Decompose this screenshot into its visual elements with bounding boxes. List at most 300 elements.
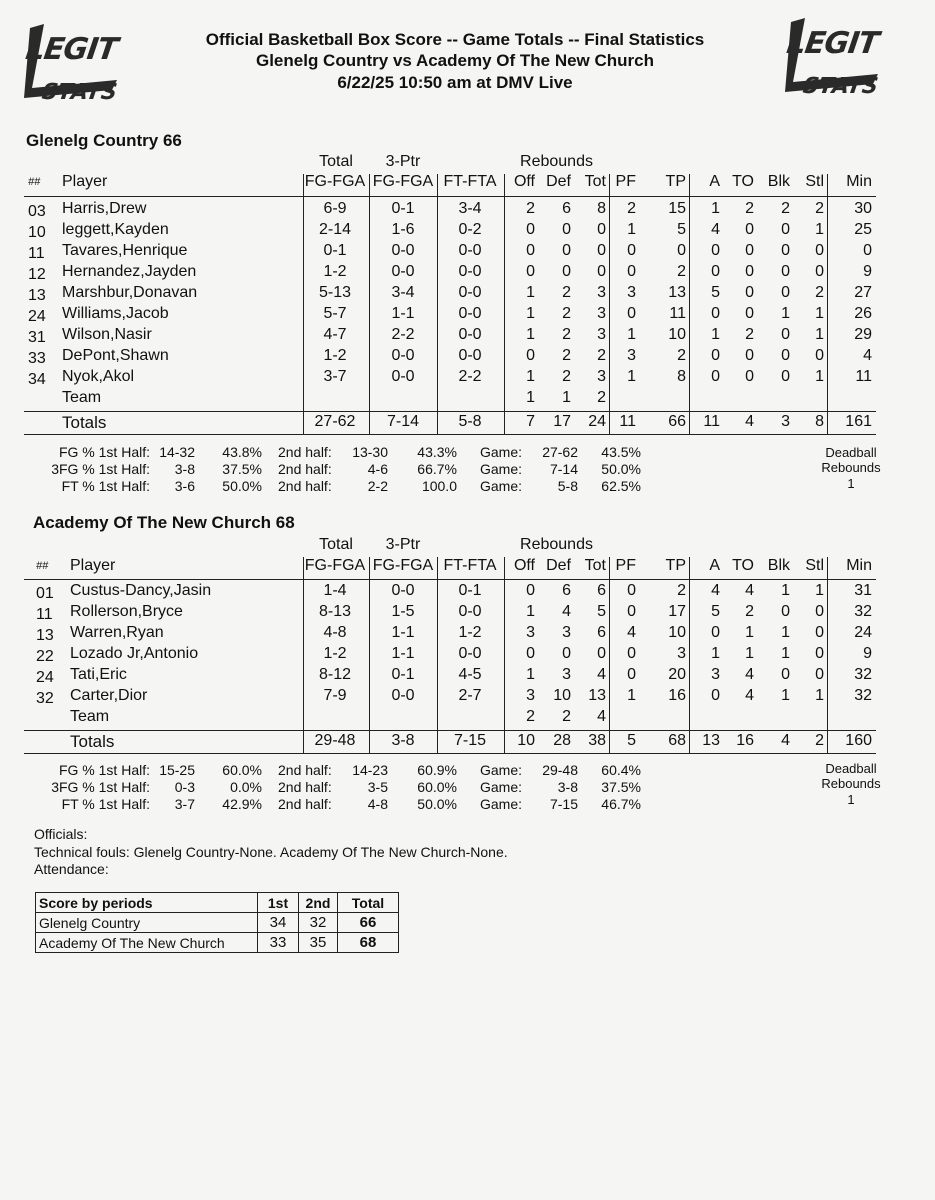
col-header-tp: TP <box>665 557 686 574</box>
stat-to: 0 <box>745 368 754 385</box>
column-divider <box>504 174 505 434</box>
stat-fg: 6-9 <box>323 200 347 217</box>
stat-blk: 1 <box>781 305 790 322</box>
stat-stl: 0 <box>815 645 824 662</box>
col-header-off: Off <box>513 557 535 574</box>
stat-ft: 2-2 <box>458 368 482 385</box>
player-name: Harris,Drew <box>62 200 147 217</box>
pct-h1p: 43.8% <box>222 444 262 460</box>
stat-tp: 13 <box>668 284 686 301</box>
col-group-rebounds: Rebounds <box>520 536 593 553</box>
player-number: 33 <box>28 350 46 367</box>
deadball-label-2: Rebounds <box>821 460 881 475</box>
column-divider <box>437 557 438 753</box>
stat-stl: 1 <box>815 582 824 599</box>
stat-tot: 4 <box>597 666 606 683</box>
player-number: 10 <box>28 224 46 241</box>
stat-def: 6 <box>562 200 571 217</box>
stat-off: 1 <box>526 666 535 683</box>
stat-min: 29 <box>854 326 872 343</box>
logo-text-top: LEGIT <box>23 32 120 67</box>
stat-pf: 0 <box>627 666 636 683</box>
stat-tot: 6 <box>597 582 606 599</box>
pct-gp: 50.0% <box>601 461 641 477</box>
stat-to: 2 <box>745 200 754 217</box>
score-header-label: Score by periods <box>36 893 258 913</box>
stat-stl: 0 <box>815 624 824 641</box>
stat-min: 30 <box>854 200 872 217</box>
pct-label: FG % 1st Half: <box>58 762 150 778</box>
stat-tot: 0 <box>597 221 606 238</box>
total-def: 17 <box>553 413 571 430</box>
stat-blk: 1 <box>781 582 790 599</box>
score-p2: 32 <box>299 913 338 933</box>
pct-g: 3-8 <box>557 779 578 795</box>
stat-def: 3 <box>562 624 571 641</box>
stat-to: 2 <box>745 603 754 620</box>
stat-tp: 8 <box>677 368 686 385</box>
pct-h2: 14-23 <box>352 762 388 778</box>
stat-blk: 0 <box>781 326 790 343</box>
team-title: Academy Of The New Church 68 <box>33 513 295 532</box>
column-divider <box>689 557 690 753</box>
stat-tot: 3 <box>597 284 606 301</box>
pct-label: FT % 1st Half: <box>61 796 150 812</box>
stat-blk: 0 <box>781 603 790 620</box>
stat-tp: 10 <box>668 326 686 343</box>
stat-min: 32 <box>854 603 872 620</box>
stat-a: 0 <box>711 368 720 385</box>
stat-min: 9 <box>863 645 872 662</box>
stat-a: 0 <box>711 305 720 322</box>
total-stl: 2 <box>815 732 824 749</box>
player-number: 13 <box>28 287 46 304</box>
stat-pf: 0 <box>627 582 636 599</box>
pct-g: 27-62 <box>542 444 578 460</box>
stat-tp: 16 <box>668 687 686 704</box>
stat-stl: 0 <box>815 347 824 364</box>
stat-off: 1 <box>526 389 535 406</box>
stat-blk: 0 <box>781 284 790 301</box>
stat-off: 0 <box>526 645 535 662</box>
stat-a: 1 <box>711 326 720 343</box>
col-group-total: Total <box>319 536 353 553</box>
stat-to: 4 <box>745 666 754 683</box>
stat-a: 3 <box>711 666 720 683</box>
pct-h2p: 66.7% <box>417 461 457 477</box>
player-number: 24 <box>28 308 46 325</box>
score-header-1st: 1st <box>258 893 299 913</box>
stat-tp3: 2-2 <box>391 326 415 343</box>
col-group-total: Total <box>319 153 353 170</box>
player-name: Tati,Eric <box>70 666 127 683</box>
stat-tot: 13 <box>588 687 606 704</box>
stat-ft: 2-7 <box>458 687 482 704</box>
stat-min: 31 <box>854 582 872 599</box>
score-total: 66 <box>338 913 399 933</box>
stat-tp: 3 <box>677 645 686 662</box>
pct-l2: 2nd half: <box>278 796 332 812</box>
col-header-player: Player <box>70 557 116 574</box>
pct-h1: 3-8 <box>174 461 195 477</box>
stat-tp: 10 <box>668 624 686 641</box>
total-tp: 66 <box>668 413 686 430</box>
stat-def: 2 <box>562 347 571 364</box>
bottom-rule <box>24 434 876 435</box>
col-header-blk: Blk <box>767 173 790 190</box>
stat-to: 4 <box>745 687 754 704</box>
pct-h1p: 50.0% <box>222 478 262 494</box>
stat-fg: 5-13 <box>318 284 352 301</box>
column-divider <box>369 174 370 434</box>
column-divider <box>369 557 370 753</box>
player-number: 31 <box>28 329 46 346</box>
stat-off: 2 <box>526 708 535 725</box>
stat-ft: 1-2 <box>458 624 482 641</box>
stat-a: 0 <box>711 242 720 259</box>
stat-pf: 2 <box>627 200 636 217</box>
pct-g: 7-15 <box>549 796 578 812</box>
pct-h1: 15-25 <box>159 762 195 778</box>
column-divider <box>689 174 690 434</box>
pct-h2: 4-8 <box>367 796 388 812</box>
col-header-to: TO <box>732 173 754 190</box>
stat-blk: 0 <box>781 368 790 385</box>
stat-tot: 3 <box>597 326 606 343</box>
stat-off: 3 <box>526 624 535 641</box>
logo-text-top: LEGIT <box>784 26 881 61</box>
stat-pf: 1 <box>627 221 636 238</box>
stat-pf: 1 <box>627 368 636 385</box>
col-header-a: A <box>709 557 720 574</box>
stat-a: 4 <box>711 582 720 599</box>
player-number: 24 <box>36 669 54 686</box>
stat-pf: 3 <box>627 347 636 364</box>
stat-fg: 4-8 <box>323 624 347 641</box>
stat-ft: 0-0 <box>458 603 482 620</box>
stat-pf: 0 <box>627 305 636 322</box>
col-header-to: TO <box>732 557 754 574</box>
stat-min: 27 <box>854 284 872 301</box>
total-tot: 24 <box>588 413 606 430</box>
column-divider <box>827 557 828 753</box>
totals-label: Totals <box>62 413 107 432</box>
stat-to: 2 <box>745 326 754 343</box>
stat-ft: 0-0 <box>458 263 482 280</box>
pct-label: 3FG % 1st Half: <box>51 779 150 795</box>
stat-fg: 8-13 <box>318 603 352 620</box>
pct-g: 5-8 <box>557 478 578 494</box>
stat-blk: 2 <box>781 200 790 217</box>
player-name: Rollerson,Bryce <box>70 603 183 620</box>
stat-min: 32 <box>854 666 872 683</box>
stat-tot: 4 <box>597 708 606 725</box>
stat-def: 2 <box>562 368 571 385</box>
stat-blk: 0 <box>781 263 790 280</box>
stat-tot: 0 <box>597 263 606 280</box>
player-number: 11 <box>28 245 45 262</box>
stat-ft: 0-0 <box>458 242 482 259</box>
column-divider <box>609 174 610 434</box>
score-row-glenelg <box>36 913 399 933</box>
pct-h2: 3-5 <box>367 779 388 795</box>
stat-tp3: 1-6 <box>391 221 415 238</box>
stat-ft: 0-0 <box>458 326 482 343</box>
col-group-rebounds: Rebounds <box>520 153 593 170</box>
stat-off: 0 <box>526 347 535 364</box>
stat-fg: 7-9 <box>323 687 347 704</box>
pct-h1p: 37.5% <box>222 461 262 477</box>
pct-h1: 0-3 <box>174 779 195 795</box>
stat-def: 0 <box>562 645 571 662</box>
stat-pf: 1 <box>627 326 636 343</box>
player-number: 01 <box>36 585 54 602</box>
totals-rule <box>24 730 876 731</box>
stat-off: 1 <box>526 326 535 343</box>
stat-stl: 0 <box>815 242 824 259</box>
player-name: Nyok,Akol <box>62 368 135 385</box>
col-header-ft: FT-FTA <box>443 173 497 190</box>
stat-ft: 0-1 <box>458 582 482 599</box>
player-number: 22 <box>36 648 54 665</box>
col-header-blk: Blk <box>767 557 790 574</box>
total-stl: 8 <box>815 413 824 430</box>
column-divider <box>609 557 610 753</box>
stat-stl: 1 <box>815 687 824 704</box>
pct-l2: 2nd half: <box>278 444 332 460</box>
logo-text-bottom: STATS <box>40 80 119 105</box>
player-number: 34 <box>28 371 46 388</box>
pct-h2: 4-6 <box>367 461 388 477</box>
column-divider <box>504 557 505 753</box>
pct-l2: 2nd half: <box>278 461 332 477</box>
total-pf: 5 <box>627 732 636 749</box>
score-header-total: Total <box>338 893 399 913</box>
stat-tp3: 0-0 <box>391 347 415 364</box>
stat-tp3: 0-0 <box>391 582 415 599</box>
pct-lg: Game: <box>480 444 523 460</box>
pct-h2p: 43.3% <box>417 444 457 460</box>
column-divider <box>303 557 304 753</box>
player-number: 11 <box>36 606 53 623</box>
pct-gp: 60.4% <box>601 762 641 778</box>
pct-gp: 62.5% <box>601 478 641 494</box>
player-number: 13 <box>36 627 54 644</box>
pct-l2: 2nd half: <box>278 478 332 494</box>
total-to: 4 <box>745 413 754 430</box>
stat-stl: 2 <box>815 284 824 301</box>
pct-lg: Game: <box>480 762 523 778</box>
stat-tot: 8 <box>597 200 606 217</box>
stat-def: 0 <box>562 221 571 238</box>
stat-fg: 1-2 <box>323 263 347 280</box>
score-team: Glenelg Country <box>36 913 258 933</box>
stat-stl: 1 <box>815 368 824 385</box>
total-fg: 29-48 <box>314 732 356 749</box>
score-row-academy <box>36 933 399 953</box>
stat-fg: 2-14 <box>318 221 352 238</box>
header-rule <box>24 579 876 580</box>
col-header-off: Off <box>513 173 535 190</box>
stat-tp3: 0-1 <box>391 666 415 683</box>
stat-def: 2 <box>562 708 571 725</box>
col-header-tot: Tot <box>584 557 606 574</box>
player-name: Custus-Dancy,Jasin <box>70 582 212 599</box>
stat-to: 0 <box>745 305 754 322</box>
col-group-3ptr: 3-Ptr <box>385 536 421 553</box>
stat-min: 32 <box>854 687 872 704</box>
stat-to: 0 <box>745 242 754 259</box>
col-header-def: Def <box>546 557 571 574</box>
stat-min: 0 <box>863 242 872 259</box>
pct-l2: 2nd half: <box>278 779 332 795</box>
technical-fouls: Technical fouls: Glenelg Country-None. Academy Of The New Church-None. <box>34 844 508 860</box>
col-header-pf: PF <box>615 557 636 574</box>
stat-off: 1 <box>526 284 535 301</box>
stat-off: 0 <box>526 221 535 238</box>
col-header-stl: Stl <box>805 173 824 190</box>
stat-a: 0 <box>711 347 720 364</box>
stat-pf: 3 <box>627 284 636 301</box>
stat-min: 24 <box>854 624 872 641</box>
stat-a: 0 <box>711 624 720 641</box>
score-p2: 35 <box>299 933 338 953</box>
pct-h2p: 100.0 <box>421 478 457 494</box>
total-off: 7 <box>526 413 535 430</box>
stat-tot: 0 <box>597 645 606 662</box>
stat-def: 4 <box>562 603 571 620</box>
total-min: 160 <box>845 732 872 749</box>
stat-to: 0 <box>745 263 754 280</box>
logo-text-bottom: STATS <box>801 74 880 99</box>
stat-fg: 3-7 <box>323 368 347 385</box>
player-name: Lozado Jr,Antonio <box>70 645 199 662</box>
player-name: Carter,Dior <box>70 687 148 704</box>
stat-tot: 5 <box>597 603 606 620</box>
header-line-2: Glenelg Country vs Academy Of The New Church <box>255 51 654 70</box>
total-tp3: 3-8 <box>391 732 415 749</box>
total-tp: 68 <box>668 732 686 749</box>
stat-a: 0 <box>711 687 720 704</box>
stat-off: 3 <box>526 687 535 704</box>
stat-tp3: 0-1 <box>391 200 415 217</box>
pct-h1p: 42.9% <box>222 796 262 812</box>
stat-to: 1 <box>745 645 754 662</box>
stat-tp: 2 <box>677 347 686 364</box>
pct-h1: 3-6 <box>174 478 195 494</box>
pct-h1: 3-7 <box>174 796 195 812</box>
col-header-def: Def <box>546 173 571 190</box>
pct-h2: 2-2 <box>367 478 388 494</box>
stat-tp3: 0-0 <box>391 687 415 704</box>
stat-min: 26 <box>854 305 872 322</box>
player-name: Williams,Jacob <box>62 305 169 322</box>
total-min: 161 <box>845 413 872 430</box>
stat-tp: 5 <box>677 221 686 238</box>
pct-label: 3FG % 1st Half: <box>51 461 150 477</box>
pct-g: 7-14 <box>549 461 578 477</box>
stat-tp3: 3-4 <box>391 284 415 301</box>
total-a: 11 <box>703 413 720 430</box>
pct-lg: Game: <box>480 796 523 812</box>
stat-a: 4 <box>711 221 720 238</box>
pct-gp: 46.7% <box>601 796 641 812</box>
player-number: 03 <box>28 203 46 220</box>
col-header-fg: FG-FGA <box>304 173 366 190</box>
total-ft: 7-15 <box>453 732 487 749</box>
stat-to: 0 <box>745 221 754 238</box>
stat-blk: 1 <box>781 687 790 704</box>
stat-tp: 17 <box>668 603 686 620</box>
stat-def: 0 <box>562 263 571 280</box>
pct-h2p: 60.0% <box>417 779 457 795</box>
pct-h1: 14-32 <box>159 444 195 460</box>
pct-label: FG % 1st Half: <box>58 444 150 460</box>
total-fg: 27-62 <box>314 413 356 430</box>
stat-def: 0 <box>562 242 571 259</box>
score-total: 68 <box>338 933 399 953</box>
stat-tp: 15 <box>668 200 686 217</box>
stat-tp3: 0-0 <box>391 263 415 280</box>
team-title: Glenelg Country 66 <box>26 131 182 150</box>
stat-off: 0 <box>526 582 535 599</box>
stat-stl: 1 <box>815 221 824 238</box>
stat-fg: 1-4 <box>323 582 347 599</box>
stat-stl: 0 <box>815 603 824 620</box>
total-tp3: 7-14 <box>386 413 420 430</box>
header-line-3: 6/22/25 10:50 am at DMV Live <box>337 73 573 92</box>
stat-fg: 4-7 <box>323 326 347 343</box>
stat-pf: 0 <box>627 645 636 662</box>
score-p1: 33 <box>258 933 299 953</box>
stat-tp: 11 <box>669 305 686 322</box>
pct-lg: Game: <box>480 461 523 477</box>
stat-tp: 20 <box>668 666 686 683</box>
deadball-label: Deadball <box>825 761 877 776</box>
stat-def: 1 <box>562 389 571 406</box>
stat-tot: 6 <box>597 624 606 641</box>
totals-label: Totals <box>70 732 115 751</box>
player-number: 12 <box>28 266 46 283</box>
pct-lg: Game: <box>480 779 523 795</box>
col-header-tot: Tot <box>584 173 606 190</box>
stat-def: 6 <box>562 582 571 599</box>
stat-tot: 3 <box>597 368 606 385</box>
pct-gp: 37.5% <box>601 779 641 795</box>
stat-ft: 0-0 <box>458 645 482 662</box>
stat-fg: 1-2 <box>323 645 347 662</box>
total-pf: 11 <box>619 413 636 430</box>
stat-tp3: 0-0 <box>391 242 415 259</box>
player-name: Hernandez,Jayden <box>62 263 197 280</box>
stat-a: 5 <box>711 284 720 301</box>
stat-tot: 0 <box>597 242 606 259</box>
stat-tp: 2 <box>677 582 686 599</box>
deadball-label: Deadball <box>825 445 877 460</box>
stat-tot: 3 <box>597 305 606 322</box>
stat-def: 3 <box>562 666 571 683</box>
pct-h2p: 60.9% <box>417 762 457 778</box>
stat-ft: 0-0 <box>458 347 482 364</box>
stat-stl: 2 <box>815 200 824 217</box>
deadball-value: 1 <box>847 476 855 491</box>
stat-stl: 0 <box>815 263 824 280</box>
stat-off: 0 <box>526 242 535 259</box>
col-header-min: Min <box>846 557 872 574</box>
player-name: Team <box>70 708 110 725</box>
header-line-1: Official Basketball Box Score -- Game Totals -- Final Statistics <box>205 30 705 49</box>
col-header-tp3: FG-FGA <box>372 173 434 190</box>
